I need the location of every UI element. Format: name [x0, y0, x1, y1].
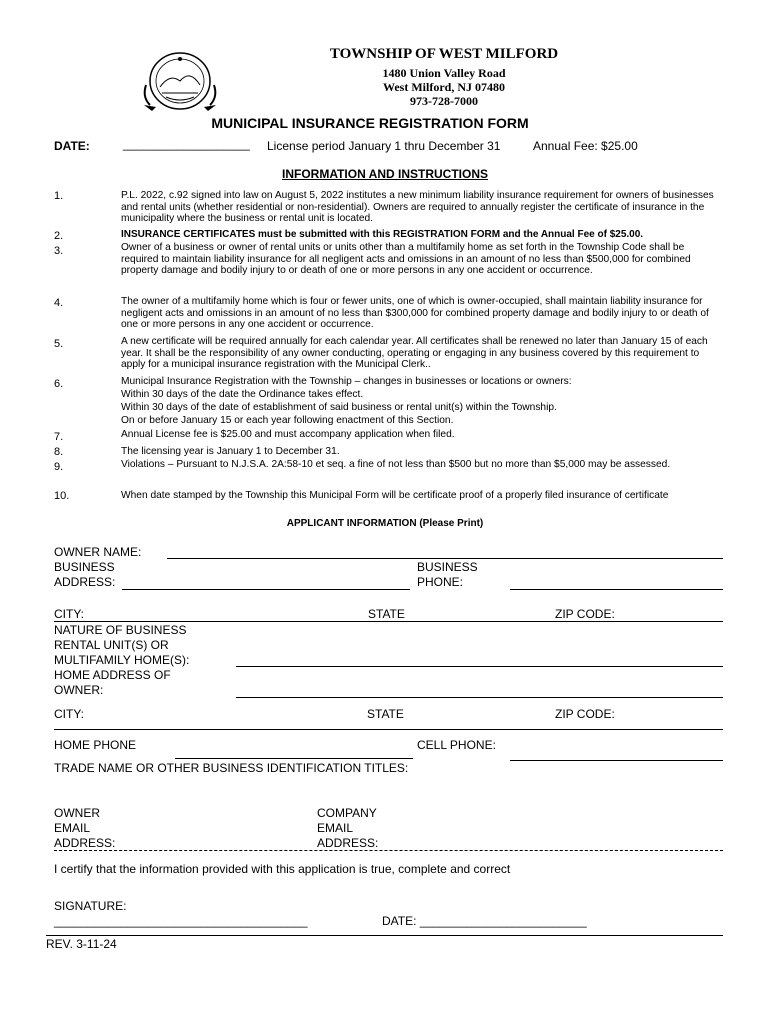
- state2-label: STATE: [367, 707, 404, 721]
- annual-fee: Annual Fee: $25.00: [533, 139, 638, 153]
- email-field[interactable]: [54, 850, 723, 851]
- signature-label: SIGNATURE:: [54, 899, 127, 913]
- item-number: 3.: [54, 245, 64, 257]
- home-phone-label: HOME PHONE: [54, 738, 137, 752]
- owner-name-field[interactable]: [167, 558, 723, 559]
- license-period: License period January 1 thru December 31: [267, 139, 501, 153]
- instruction-item: A new certificate will be required annually for each calendar year. All certificates shall be renewed no later than January 15 of each year. It shall be the responsibility of any owner conducting, operating or engaging in any business covered by this requirement to apply for a municipal insurance registration with the Municipal Clerk..: [121, 336, 708, 371]
- owner-email-label-3: ADDRESS:: [54, 836, 116, 850]
- home-address-label-1: HOME ADDRESS OF: [54, 668, 171, 682]
- instruction-subitem: Within 30 days of the date of establishment of said business or rental unit(s) within the Township.: [121, 402, 557, 413]
- instruction-item: Municipal Insurance Registration with the Township – changes in businesses or locations or owners:: [121, 376, 572, 387]
- instruction-item: The owner of a multifamily home which is four or fewer units, one of which is owner-occupied, shall maintain liability insurance for negligent acts and omissions in an amount of no less than $300,000 for combined property damage and bodily injury to or death of one or more persons in any one accident or occurrence.: [121, 296, 709, 331]
- signature-field[interactable]: ______________________________________: [54, 914, 308, 928]
- city2-label: CITY:: [54, 707, 85, 721]
- item-number: 8.: [54, 446, 64, 458]
- company-email-label-3: ADDRESS:: [317, 836, 379, 850]
- item-number: 2.: [54, 230, 64, 242]
- home-address-field[interactable]: [236, 697, 723, 698]
- instruction-subitem: On or before January 15 or each year following enactment of this Section.: [121, 415, 454, 426]
- rental-label-1: RENTAL UNIT(S) OR: [54, 638, 169, 652]
- item-number: 5.: [54, 338, 64, 350]
- township-name: TOWNSHIP OF WEST MILFORD: [329, 46, 559, 62]
- certify-text: I certify that the information provided with this application is true, complete and correct: [54, 862, 511, 876]
- date-label: DATE:: [54, 139, 90, 153]
- rental-label-2: MULTIFAMILY HOME(S):: [54, 653, 190, 667]
- rental-field[interactable]: [236, 666, 723, 667]
- owner-name-label: OWNER NAME:: [54, 545, 142, 559]
- business-phone-label-1: BUSINESS: [417, 560, 478, 574]
- cell-phone-label: CELL PHONE:: [417, 738, 496, 752]
- applicant-heading: APPLICANT INFORMATION (Please Print): [286, 518, 484, 529]
- business-phone-label-2: PHONE:: [417, 575, 464, 589]
- cell-phone-field[interactable]: [510, 760, 723, 761]
- business-address-label-1: BUSINESS: [54, 560, 115, 574]
- city-state-zip-field[interactable]: [54, 621, 723, 622]
- instruction-item: When date stamped by the Township this Municipal Form will be certificate proof of a properly filed insurance of certificate: [121, 490, 669, 501]
- owner-email-label-1: OWNER: [54, 806, 100, 820]
- instruction-item: Annual License fee is $25.00 and must accompany application when filed.: [121, 429, 455, 440]
- nature-label: NATURE OF BUSINESS: [54, 623, 187, 637]
- signature-date[interactable]: DATE: _________________________: [382, 914, 587, 928]
- business-address-label-2: ADDRESS:: [54, 575, 116, 589]
- instruction-item: P.L. 2022, c.92 signed into law on August 5, 2022 institutes a new minimum liability insurance requirement for owners of businesses and rental units (whether residential or non-residential). Owners are required to annually register the certificate of insurance in the municipality where the business or rental unit is located.: [121, 190, 714, 225]
- instruction-item: The licensing year is January 1 to December 31.: [121, 446, 340, 457]
- city-label: CITY:: [54, 607, 85, 621]
- company-email-label-1: COMPANY: [317, 806, 377, 820]
- zip-label: ZIP CODE:: [555, 607, 615, 621]
- address-line-1: 1480 Union Valley Road: [382, 66, 506, 80]
- home-address-label-2: OWNER:: [54, 683, 104, 697]
- instruction-subitem: Within 30 days of the date the Ordinance takes effect.: [121, 389, 364, 400]
- date-blank[interactable]: ___________________: [123, 137, 250, 151]
- bottom-rule: [46, 935, 723, 936]
- business-phone-field[interactable]: [510, 589, 723, 590]
- instruction-item: Owner of a business or owner of rental units or units other than a multifamily home as set forth in the Township Code shall be required to maintain liability insurance for all negligent acts and omissions in an amount of no less than $500,000 for combined property damage and bodily injury to or death of one or more persons in any one accident or occurrence.: [121, 242, 691, 277]
- item-number: 6.: [54, 378, 64, 390]
- instruction-item: Violations – Pursuant to N.J.S.A. 2A:58-10 et seq. a fine of not less than $500 but no more than $5,000 may be assessed.: [121, 459, 671, 470]
- home-phone-field[interactable]: [175, 758, 413, 759]
- instruction-item: INSURANCE CERTIFICATES must be submitted with this REGISTRATION FORM and the Annual Fee of $25.00.: [121, 229, 644, 240]
- zip2-label: ZIP CODE:: [555, 707, 615, 721]
- trade-name-label: TRADE NAME OR OTHER BUSINESS IDENTIFICATION TITLES:: [54, 761, 409, 775]
- revision-label: REV. 3-11-24: [46, 937, 117, 951]
- item-number: 10.: [54, 490, 70, 502]
- company-email-label-2: EMAIL: [317, 821, 354, 835]
- item-number: 4.: [54, 297, 64, 309]
- instructions-heading: INFORMATION AND INSTRUCTIONS: [282, 167, 488, 181]
- owner-email-label-2: EMAIL: [54, 821, 91, 835]
- address-line-2: West Milford, NJ 07480: [383, 80, 505, 94]
- state-label: STATE: [368, 607, 405, 621]
- city2-state-zip-field[interactable]: [54, 729, 723, 730]
- business-address-field[interactable]: [122, 589, 410, 590]
- item-number: 9.: [54, 461, 64, 473]
- item-number: 1.: [54, 190, 64, 202]
- item-number: 7.: [54, 431, 64, 443]
- phone-line: 973-728-7000: [410, 94, 478, 108]
- form-title: MUNICIPAL INSURANCE REGISTRATION FORM: [211, 115, 529, 131]
